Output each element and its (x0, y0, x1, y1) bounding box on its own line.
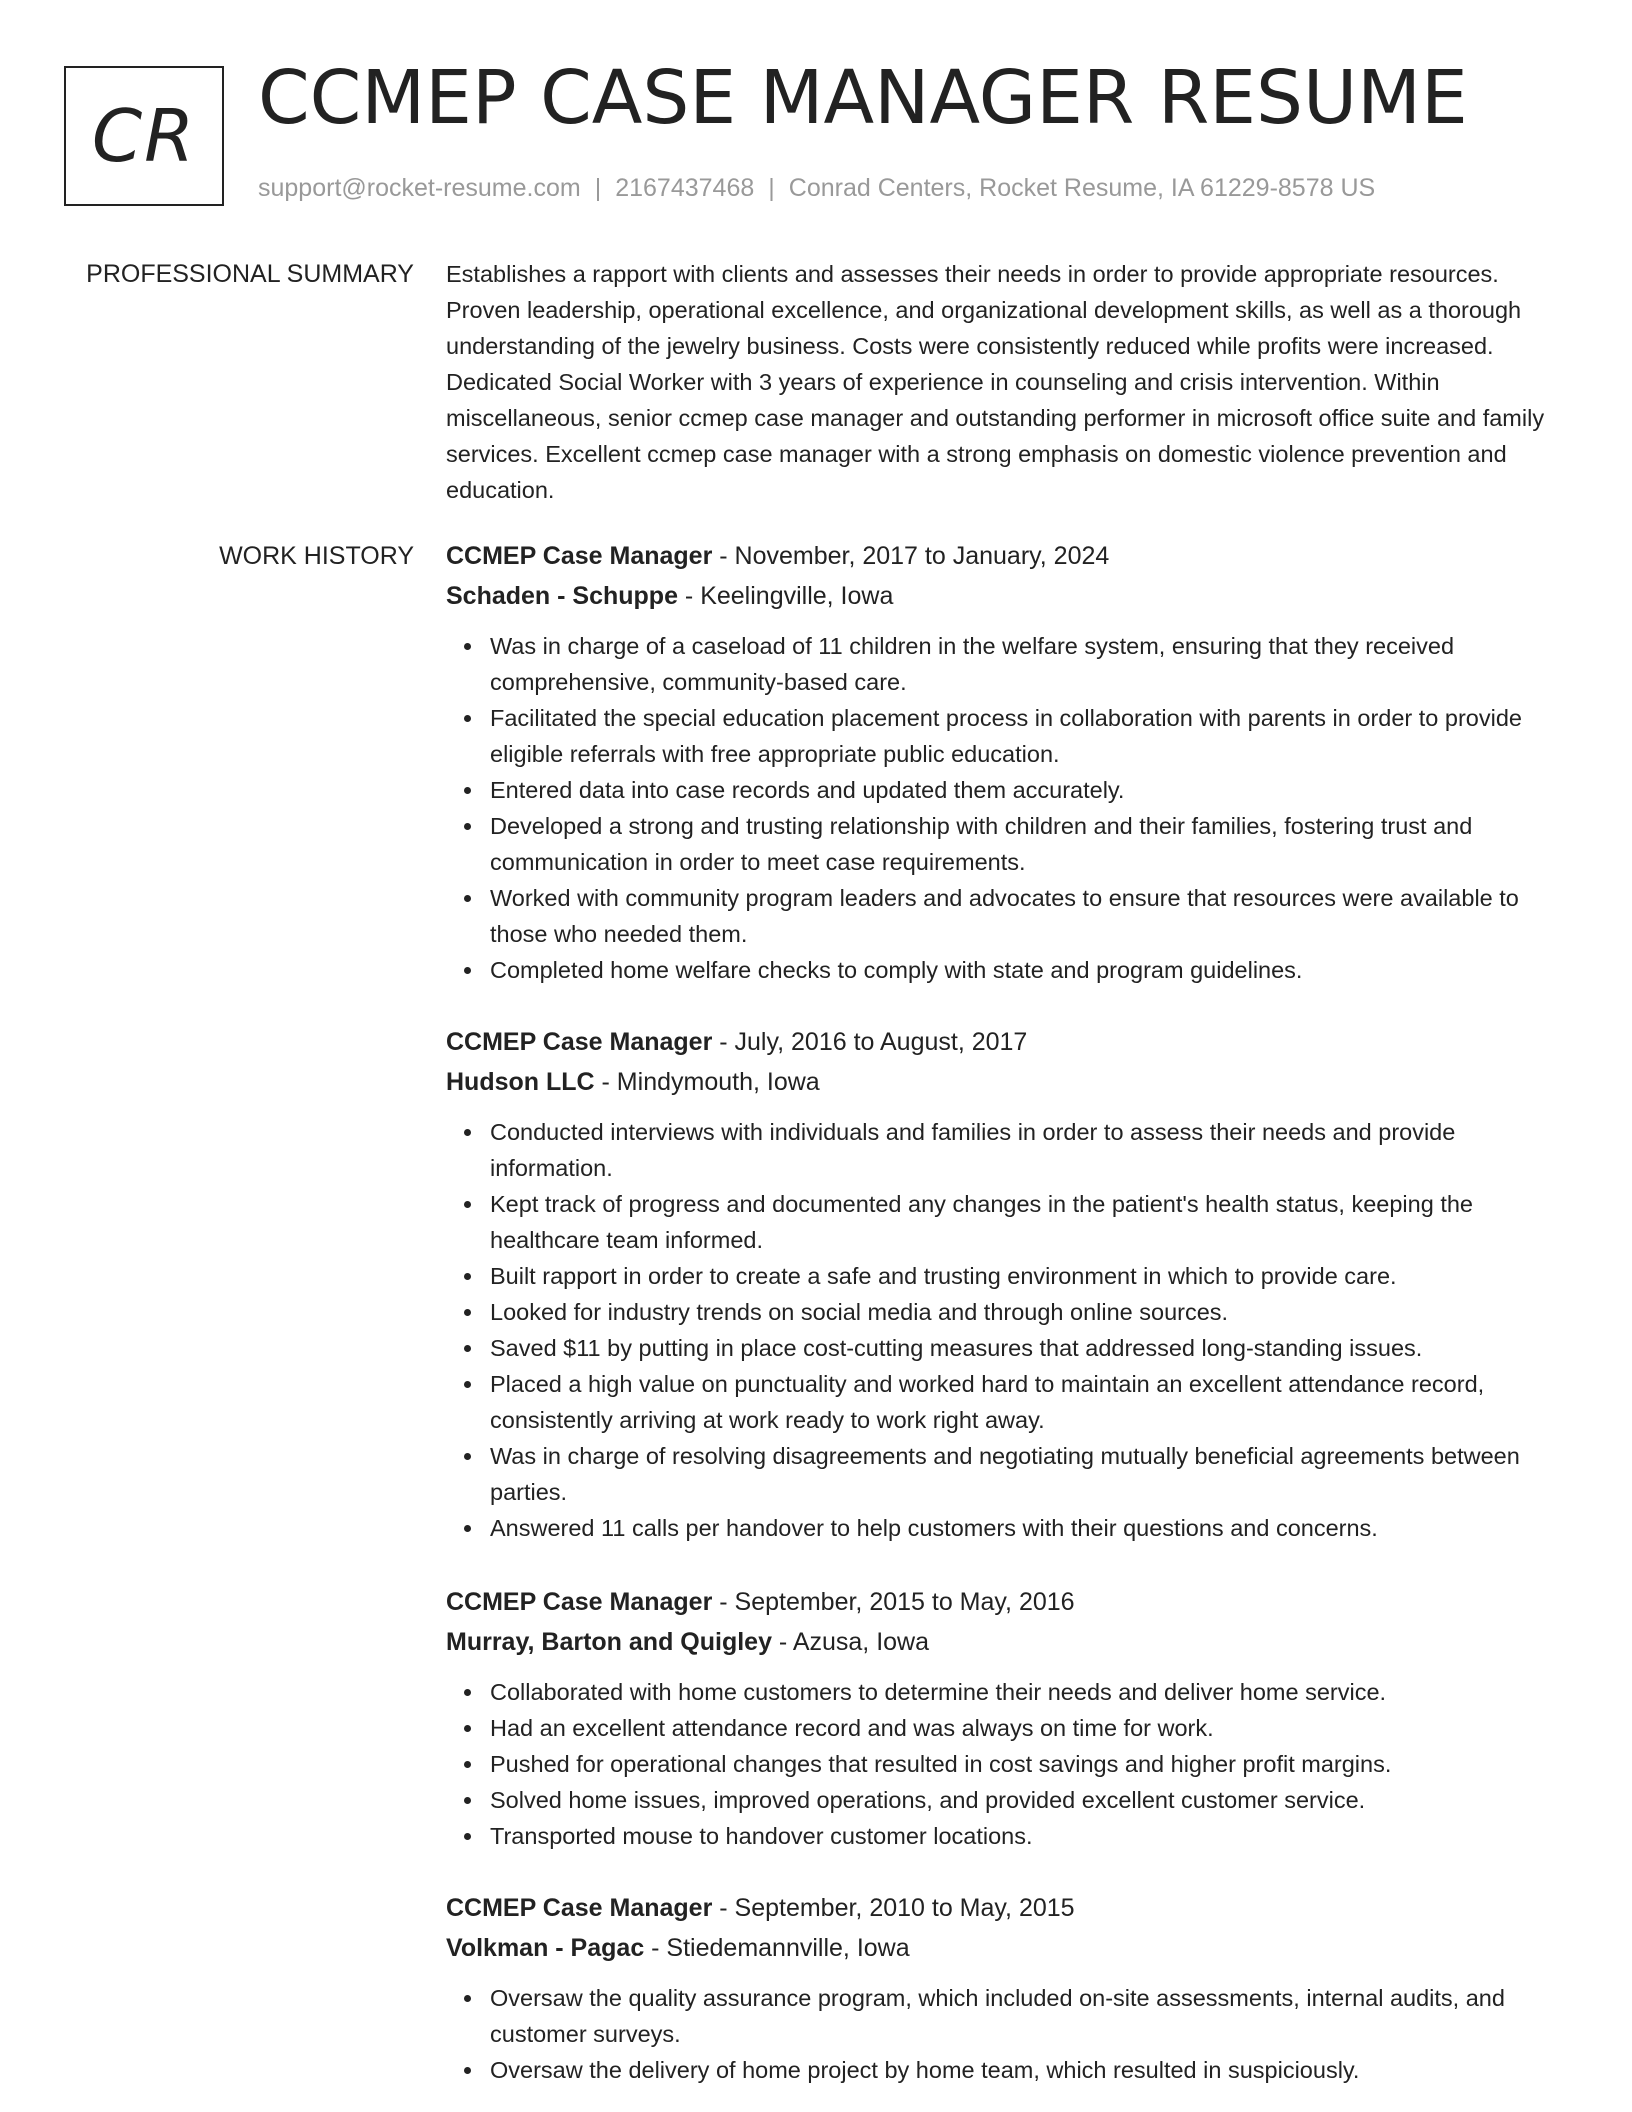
job-entry (446, 1582, 1566, 1854)
job-bullet: Kept track of progress and documented any changes in the patient's health status, keeping the healthcare team informed. (490, 1186, 1566, 1258)
job-company-line (446, 1062, 1566, 1102)
job-bullet: Was in charge of resolving disagreements and negotiating mutually beneficial agreements between parties. (490, 1438, 1566, 1510)
job-bullets (446, 1114, 1566, 1546)
job-bullet: Solved home issues, improved operations, and provided excellent customer service. (490, 1782, 1566, 1818)
job-company: Murray, Barton and Quigley (446, 1628, 772, 1656)
job-location: - Stiedemannville, Iowa (644, 1934, 910, 1962)
job-bullet: Looked for industry trends on social media and through online sources. (490, 1294, 1566, 1330)
resume-title: CCMEP CASE MANAGER RESUME (258, 55, 1468, 141)
job-bullets (446, 628, 1566, 988)
job-bullets (446, 1980, 1566, 2088)
job-company-line (446, 576, 1566, 616)
contact-separator: | (594, 174, 602, 202)
job-bullets (446, 1674, 1566, 1854)
job-bullet: Oversaw the quality assurance program, which included on-site assessments, internal audits, and customer surveys. (490, 1980, 1566, 2052)
job-bullet: Saved $11 by putting in place cost-cutting measures that addressed long-standing issues. (490, 1330, 1566, 1366)
contact-line (258, 174, 1375, 203)
job-entry (446, 1888, 1566, 2088)
job-title: CCMEP Case Manager (446, 1028, 713, 1056)
contact-address: Conrad Centers, Rocket Resume, IA 61229-8578 US (788, 174, 1376, 202)
job-entry (446, 1022, 1566, 1546)
job-bullet: Oversaw the delivery of home project by home team, which resulted in suspiciously. (490, 2052, 1566, 2088)
job-company: Volkman - Pagac (446, 1934, 645, 1962)
job-title-line (446, 536, 1566, 576)
job-bullet: Answered 11 calls per handover to help customers with their questions and concerns. (490, 1510, 1566, 1546)
contact-separator: | (768, 174, 775, 202)
job-bullet: Facilitated the special education placement process in collaboration with parents in order to provide eligible referrals with free appropriate public education. (490, 700, 1566, 772)
job-dates: - September, 2010 to May, 2015 (712, 1894, 1075, 1922)
job-location: - Keelingville, Iowa (677, 582, 894, 610)
job-title: CCMEP Case Manager (446, 1894, 713, 1922)
job-location: - Azusa, Iowa (771, 1628, 930, 1656)
job-location: - Mindymouth, Iowa (594, 1068, 820, 1096)
job-bullet: Had an excellent attendance record and was always on time for work. (490, 1710, 1566, 1746)
job-bullet: Entered data into case records and updated them accurately. (490, 772, 1566, 808)
job-bullet: Transported mouse to handover customer locations. (490, 1818, 1566, 1854)
job-title: CCMEP Case Manager (446, 542, 713, 570)
job-bullet: Worked with community program leaders and advocates to ensure that resources were available to those who needed them. (490, 880, 1566, 952)
job-dates: - November, 2017 to January, 2024 (712, 542, 1110, 570)
work-history-label: WORK HISTORY (219, 542, 414, 570)
job-title-line (446, 1888, 1566, 1928)
job-title-line (446, 1582, 1566, 1622)
summary-text: Establishes a rapport with clients and assesses their needs in order to provide appropriate resources. Proven leadership, operational excellence, and organizational development skills, as well as a thorough understanding of the jewelry business. Costs were consistently reduced while profits were increased. Dedicated Social Worker with 3 years of experience in counseling and crisis intervention. Within miscellaneous, senior ccmep case manager and outstanding performer in microsoft office suite and family services. Excellent ccmep case manager with a strong emphasis on domestic violence prevention and education. (446, 261, 1545, 503)
job-bullet: Completed home welfare checks to comply with state and program guidelines. (490, 952, 1566, 988)
job-bullet: Pushed for operational changes that resulted in cost savings and higher profit margins. (490, 1746, 1566, 1782)
job-company: Hudson LLC (446, 1068, 595, 1096)
job-dates: - July, 2016 to August, 2017 (712, 1028, 1028, 1056)
contact-email: support@rocket-resume.com (258, 174, 581, 202)
monogram-initials: CR (91, 94, 197, 178)
job-company-line (446, 1928, 1566, 1968)
job-title: CCMEP Case Manager (446, 1588, 713, 1616)
job-company-line (446, 1622, 1566, 1662)
contact-phone: 2167437468 (615, 174, 755, 202)
monogram-box (64, 66, 224, 206)
job-entry (446, 536, 1566, 988)
job-title-line (446, 1022, 1566, 1062)
job-dates: - September, 2015 to May, 2016 (712, 1588, 1075, 1616)
job-bullet: Developed a strong and trusting relationship with children and their families, fostering trust and communication in order to meet case requirements. (490, 808, 1566, 880)
job-bullet: Was in charge of a caseload of 11 children in the welfare system, ensuring that they received comprehensive, community-based care. (490, 628, 1566, 700)
job-bullet: Built rapport in order to create a safe and trusting environment in which to provide care. (490, 1258, 1566, 1294)
job-bullet: Placed a high value on punctuality and worked hard to maintain an excellent attendance record, consistently arriving at work ready to work right away. (490, 1366, 1566, 1438)
job-bullet: Conducted interviews with individuals and families in order to assess their needs and provide information. (490, 1114, 1566, 1186)
summary-label: PROFESSIONAL SUMMARY (86, 260, 414, 288)
job-company: Schaden - Schuppe (446, 582, 678, 610)
job-bullet: Collaborated with home customers to determine their needs and deliver home service. (490, 1674, 1566, 1710)
